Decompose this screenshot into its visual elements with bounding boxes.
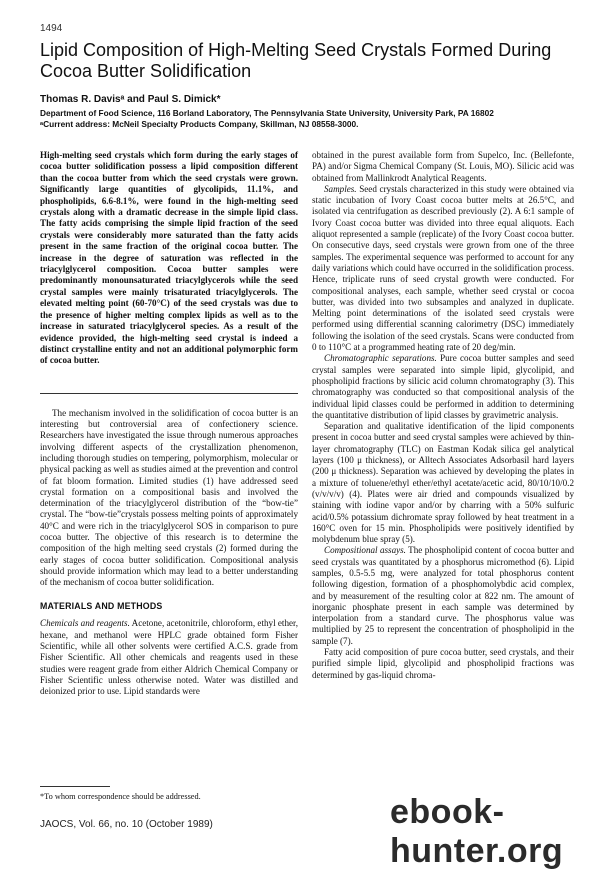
footnote-rule xyxy=(40,786,110,787)
samples-runin: Samples. xyxy=(324,183,357,194)
abstract: High-melting seed crystals which form during the early stages of cocoa butter solidification possess a lipid composition different than the cocoa butter from which the seed crystals were grown. Significantly large quantities of glycolipids, 11.1%, and phospholipids, 6.6-8.1%, were found in the high-melting seed crystals along with a dramatic decrease in the simple lipid class. The fatty acids comprising the simple lipid fraction of the seed crystals were considerably more saturated than the fatty acids present in the same fraction of the original cocoa butter. The increase in the degree of saturation was reflected in the triacylglycerol composition. Cocoa butter samples were predominantly monounsaturated triacylglycerols while the seed crystal samples were mainly trisaturated triacylglycerols. The elevated melting point (60-70°C) of the seed crystals was due to the presence of higher melting complex lipids as well as to the increase in saturated triacylglycerol species. As a result of the evidence provided, the high-melting seed crystal is indeed a distinct crystalline entity and not an additional polymorphic form of cocoa butter. xyxy=(40,150,298,366)
footnote: *To whom correspondence should be addressed. xyxy=(40,792,201,801)
fatty-acid-paragraph: Fatty acid composition of pure cocoa butter, seed crystals, and their purified simple lipid, glycolipid and phospholipid fractions was determined by gas-liquid chroma- xyxy=(312,647,574,680)
author-line: Thomas R. Davisᵃ and Paul S. Dimick* xyxy=(40,94,221,105)
compositional-paragraph xyxy=(312,545,574,647)
watermark: ebook-hunter.org xyxy=(390,793,564,870)
affiliation: Department of Food Science, 116 Borland Laboratory, The Pennsylvania State University, University Park, PA 16802 xyxy=(40,108,494,118)
intro-paragraph: The mechanism involved in the solidification of cocoa butter is an interesting but controversial area of confectionery science. Researchers have investigated the issue through numerous approaches involving different aspects of the crystallization phenomenon, including thorough studies on tempering, polymorphism, molecular or physical packing as well as studies aimed at the prevention and control of fat bloom formation. Limited studies (1) have addressed seed crystal formation on a compositional basis and involved the determination of the triacylglycerol distribution of the “bow-tie” crystal. The “bow-tie”crystals possess melting points of approximately 40°C and were rich in the triacylglycerol SOS in comparison to pure cocoa butter. The objective of this research is to determine the composition of the high melting seed crystals (2) formed during the early stages of cocoa butter solidification. Compositional analysis should provide information which may lead to a better understanding of the mechanism of cocoa butter solidification. xyxy=(40,407,298,588)
current-address: ᵃCurrent address: McNeil Specialty Products Company, Skillman, NJ 08558-3000. xyxy=(40,119,359,129)
samples-text: Seed crystals characterized in this study were obtained via static incubation of Ivory Coast cocoa butter melts at 26.5°C, and isolated via centrifugation as described previously (2). A 6:1 sample of Ivory Coast cocoa butter was divided into three equal aliquots. Each aliquot represented a sample (replicate) of the Ivory Coast cocoa butter. On consecutive days, seed crystals were grown from one of the three samples. The experimental sequence was performed to account for any daily variations which could have occurred in the solidification process. Hence, triplicate runs of seed crystal growth were conducted. For compositional analyses, each sample, whether seed crystal or cocoa butter, was divided into two subsamples and analyzed in duplicate. Melting point determinations of the isolated seed crystals were performed using differential scanning calorimetry (DSC) immediately following the isolation of the seed crystals. Scans were conducted from 0 to 110°C at a programmed heating rate of 20 deg/min. xyxy=(312,183,574,353)
chromatographic-paragraph xyxy=(312,353,574,421)
methods-heading: MATERIALS AND METHODS xyxy=(40,601,163,612)
chemicals-text: Acetone, acetonitrile, chloroform, ethyl ether, hexane, and methanol were HPLC grade obtained form Fisher Scientific, while all other solvents were certified A.C.S. grade from Fisher Scientific. All other chemicals and reagents used in these studies were reagent grade from either Aldrich Chemical Company or Fisher Scientific unless otherwise noted. Water was distilled and deionized prior to use. Lipid standards were xyxy=(40,618,298,697)
chemicals-runin: Chemicals and reagents. xyxy=(40,618,130,629)
compositional-runin: Compositional assays. xyxy=(324,545,406,556)
left-column xyxy=(40,150,298,698)
chemicals-paragraph xyxy=(40,618,298,697)
article-title: Lipid Composition of High-Melting Seed Crystals Formed During Cocoa Butter Solidification xyxy=(40,40,552,81)
right-column xyxy=(312,150,574,681)
chemicals-continued: obtained in the purest available form from Supelco, Inc. (Bellefonte, PA) and/or Sigma Chemical Company (St. Louis, MO). Silicic acid was obtained from Mallinkrodt Analytical Reagents. xyxy=(312,150,574,183)
affiliation-block xyxy=(40,108,600,130)
chromatographic-runin: Chromatographic separations. xyxy=(324,353,437,364)
journal-citation: JAOCS, Vol. 66, no. 10 (October 1989) xyxy=(40,819,213,830)
samples-paragraph xyxy=(312,184,574,353)
abstract-divider xyxy=(40,393,298,394)
chromatographic-text: Pure cocoa butter samples and seed crystal samples were separated into simple lipid, glycolipid, and phospholipid fractions by silicic acid column chromatography (3). This chromatography was conducted so that compositional analysis of the individual lipid classes could be performed in addition to determining the quantitative distribution of lipid classes by gravimetric analysis. xyxy=(312,353,575,420)
page-number: 1494 xyxy=(40,23,63,34)
separation-paragraph: Separation and qualitative identification of the lipid components present in cocoa butter and seed crystal samples were achieved by thin-layer chromatography (TLC) on Eastman Kodak silica gel analytical layers (100 μ thickness), or Alltech Associates Adsorbasil hard layers (200 μ thickness). Separation was achieved by developing the plates in a mixture of toluene/ethyl ether/ethyl acetate/acetic acid, 80/10/10/0.2 (v/v/v/v) (4). Plates were air dried and compounds visualized by staining with iodine vapor and/or by charring with a 50% sulfuric acid/0.5% potassium dichromate spray followed by heat treatment in a 160°C oven for 15 min. Phospholipids were positively identified by molybdenum blue spray (5). xyxy=(312,421,574,545)
compositional-text: The phospholipid content of cocoa butter and seed crystals was quantitated by a phosphorus micromethod (6). Lipid samples, 0.5-5.5 mg, were analyzed for total phosphorus content following digestion, formation of a phosphomolybdic acid complex, and by measurement of the resulting color at 822 nm. The amount of inorganic phosphate present in each sample was determined by interpolation from a standard curve. The phosphorus value was multiplied by 25 to represent the concentration of phospholipid in the sample (7). xyxy=(312,545,574,646)
